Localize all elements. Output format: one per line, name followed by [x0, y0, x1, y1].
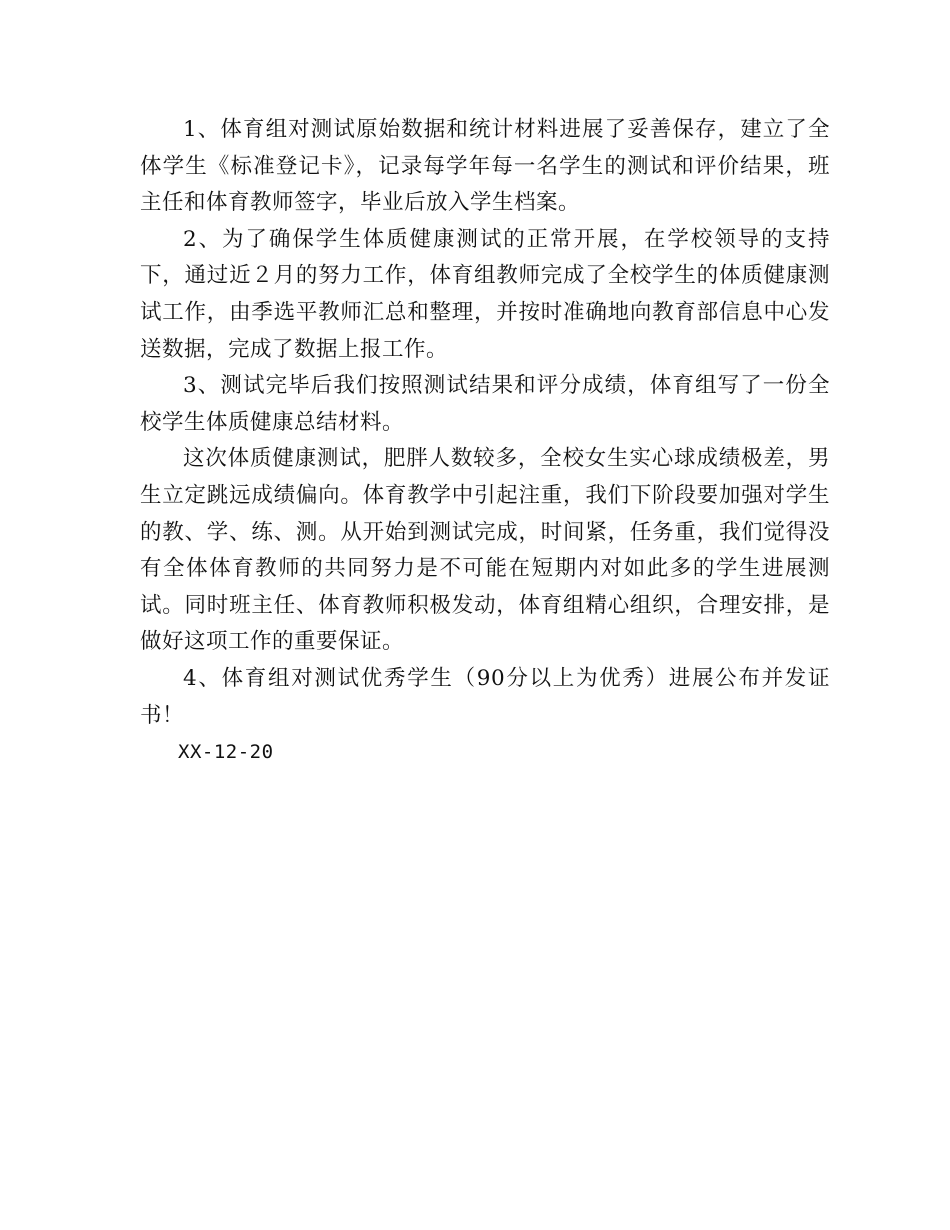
paragraph-3: 3、测试完毕后我们按照测试结果和评分成绩，体育组写了一份全校学生体质健康总结材料。 — [140, 373, 830, 435]
paragraph-5: 4、体育组对测试优秀学生（90分以上为优秀）进展公布并发证书！ — [140, 665, 830, 728]
paragraph-2: 2、为了确保学生体质健康测试的正常开展，在学校领导的支持下，通过近２月的努力工作，体育组教师完成了全校学生的体质健康测试工作，由季选平教师汇总和整理，并按时准确地向教育部信息中心发送数据，完成了数据上报工作。 — [140, 226, 830, 362]
document-date: XX-12-20 — [178, 741, 274, 764]
document-body — [140, 112, 830, 771]
paragraph-1: 1、体育组对测试原始数据和统计材料进展了妥善保存，建立了全体学生《标准登记卡》，记录每学年每一名学生的测试和评价结果，班主任和体育教师签字，毕业后放入学生档案。 — [140, 117, 830, 216]
paragraph-4: 这次体质健康测试，肥胖人数较多，全校女生实心球成绩极差，男生立定跳远成绩偏向。体育教学中引起注重，我们下阶段要加强对学生的教、学、练、测。从开始到测试完成，时间紧，任务重，我们觉得没有全体体育教师的共同努力是不可能在短期内对如此多的学生进展测试。同时班主任、体育教师积极发动，体育组精心组织，合理安排，是做好这项工作的重要保证。 — [140, 446, 830, 655]
